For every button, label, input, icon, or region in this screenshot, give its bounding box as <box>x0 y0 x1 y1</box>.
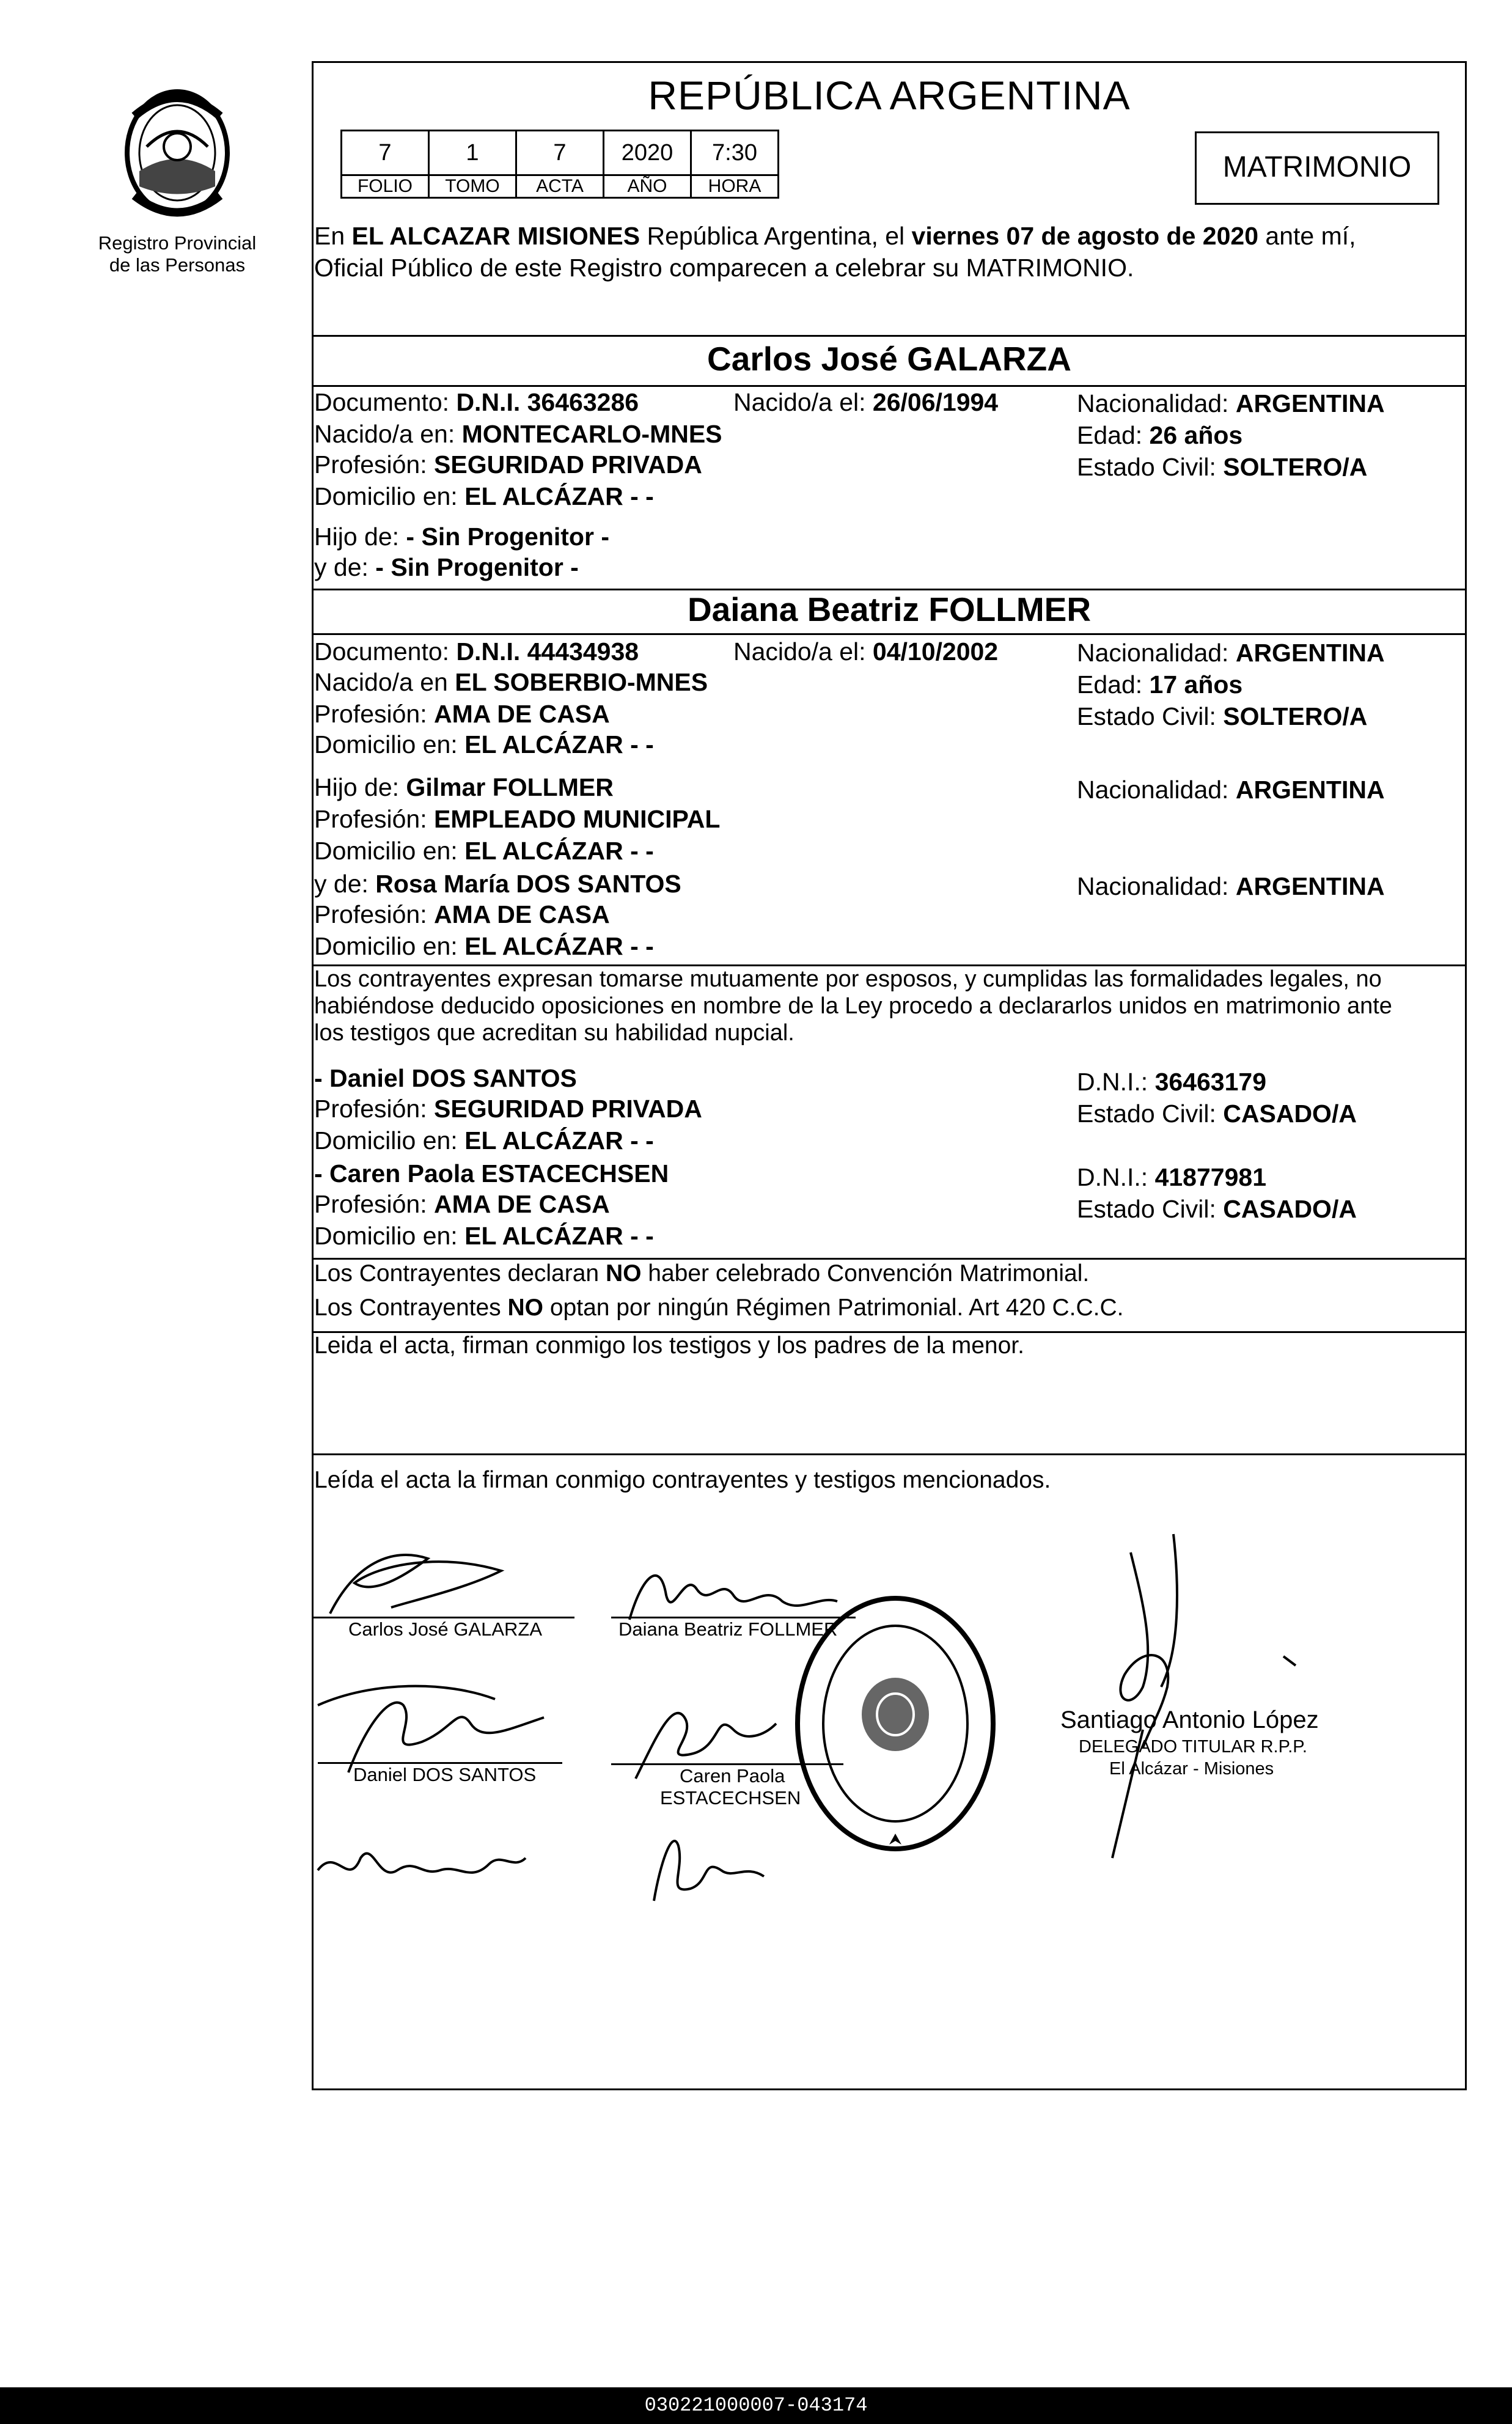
bride-father: Hijo de: Gilmar FOLLMER <box>314 773 614 801</box>
divider <box>312 1453 1467 1455</box>
page-title: REPÚBLICA ARGENTINA <box>648 73 1131 118</box>
witness-1-profession: Profesión: SEGURIDAD PRIVADA <box>314 1095 702 1123</box>
bride-age: Edad: 17 años <box>1077 670 1243 699</box>
bride-father-nationality: Nacionalidad: ARGENTINA <box>1077 776 1385 804</box>
groom-age: Edad: 26 años <box>1077 421 1243 449</box>
father-signature-scribble <box>629 1821 788 1907</box>
bride-mother-profession: Profesión: AMA DE CASA <box>314 900 610 928</box>
groom-nationality: Nacionalidad: ARGENTINA <box>1077 389 1385 417</box>
declaration-line-2: habiéndose deducido oposiciones en nombre de la Ley procedo a declararlos unidos en matrimonio ante <box>314 993 1392 1019</box>
acta-label: ACTA <box>516 175 604 198</box>
bride-birthplace: Nacido/a en EL SOBERBIO-MNES <box>314 668 708 696</box>
mother-signature-scribble <box>312 1834 532 1901</box>
divider <box>312 335 1467 337</box>
bride-civil-status: Estado Civil: SOLTERO/A <box>1077 702 1368 730</box>
witness-1-dni: D.N.I.: 36463179 <box>1077 1068 1266 1096</box>
acta-value: 7 <box>516 131 604 175</box>
regime-line-1: Los Contrayentes declaran NO haber celebrado Convención Matrimonial. <box>314 1260 1090 1287</box>
witness-2-profession: Profesión: AMA DE CASA <box>314 1190 610 1218</box>
bride-signature-label: Daiana Beatriz FOLLMER <box>618 1618 838 1640</box>
document-code: 030221000007-043174 <box>0 2387 1512 2424</box>
witness-1-signature-label: Daniel DOS SANTOS <box>353 1764 537 1785</box>
groom-name: Carlos José GALARZA <box>707 340 1071 378</box>
witness-2-name: - Caren Paola ESTACECHSEN <box>314 1159 669 1188</box>
regime-line-2: Los Contrayentes NO optan por ningún Régimen Patrimonial. Art 420 C.C.C. <box>314 1295 1124 1321</box>
bride-mother-domicile: Domicilio en: EL ALCÁZAR - - <box>314 932 654 960</box>
registry-logo-label-2: de las Personas <box>109 254 246 276</box>
record-table <box>340 130 779 199</box>
groom-document: Documento: D.N.I. 36463286 <box>314 388 639 416</box>
witness-1-name: - Daniel DOS SANTOS <box>314 1064 577 1092</box>
witness-2-signature-label-2: ESTACECHSEN <box>660 1787 801 1809</box>
official-signature-scribble <box>1088 1528 1308 1870</box>
divider <box>312 633 1467 635</box>
registry-stamp <box>791 1592 999 1855</box>
bride-nationality: Nacionalidad: ARGENTINA <box>1077 639 1385 667</box>
note-parents: Leida el acta, firman conmigo los testigos y los padres de la menor. <box>314 1332 1024 1359</box>
witness-2-domicile: Domicilio en: EL ALCÁZAR - - <box>314 1222 654 1250</box>
groom-birthdate: Nacido/a el: 26/06/1994 <box>733 388 999 416</box>
groom-domicile: Domicilio en: EL ALCÁZAR - - <box>314 482 654 510</box>
witness-2-dni: D.N.I.: 41877981 <box>1077 1163 1266 1191</box>
witness-2-civil-status: Estado Civil: CASADO/A <box>1077 1195 1357 1223</box>
witness-2-signature-label-1: Caren Paola <box>680 1765 785 1787</box>
groom-civil-status: Estado Civil: SOLTERO/A <box>1077 453 1368 481</box>
folio-label: FOLIO <box>342 175 429 198</box>
bride-domicile: Domicilio en: EL ALCÁZAR - - <box>314 730 654 758</box>
hora-label: HORA <box>691 175 779 198</box>
witness-1-civil-status: Estado Civil: CASADO/A <box>1077 1100 1357 1128</box>
groom-mother: y de: - Sin Progenitor - <box>314 553 579 581</box>
official-place: El Alcázar - Misiones <box>1109 1759 1274 1779</box>
official-name: Santiago Antonio López <box>1060 1706 1319 1733</box>
tomo-label: TOMO <box>429 175 516 198</box>
folio-value: 7 <box>342 131 429 175</box>
groom-father: Hijo de: - Sin Progenitor - <box>314 523 609 551</box>
bride-mother-nationality: Nacionalidad: ARGENTINA <box>1077 872 1385 900</box>
tomo-value: 1 <box>429 131 516 175</box>
province-emblem-icon <box>110 79 244 232</box>
bride-father-profession: Profesión: EMPLEADO MUNICIPAL <box>314 805 721 833</box>
bride-profession: Profesión: AMA DE CASA <box>314 700 610 728</box>
act-type-box: MATRIMONIO <box>1195 131 1439 205</box>
declaration-line-3: los testigos que acreditan su habilidad nupcial. <box>314 1020 795 1046</box>
bride-mother: y de: Rosa María DOS SANTOS <box>314 870 681 898</box>
ano-value: 2020 <box>604 131 691 175</box>
declaration-line-1: Los contrayentes expresan tomarse mutuamente por esposos, y cumplidas las formalidades legales, no <box>314 966 1382 992</box>
bride-document: Documento: D.N.I. 44434938 <box>314 637 639 666</box>
intro-line-2: Oficial Público de este Registro comparecen a celebrar su MATRIMONIO. <box>314 254 1134 282</box>
bride-father-domicile: Domicilio en: EL ALCÁZAR - - <box>314 837 654 865</box>
official-stamp-icon <box>791 1592 999 1855</box>
bride-birthdate: Nacido/a el: 04/10/2002 <box>733 637 999 666</box>
official-role: DELEGADO TITULAR R.P.P. <box>1079 1737 1307 1757</box>
groom-signature-label: Carlos José GALARZA <box>348 1618 542 1640</box>
intro-line-1: En EL ALCAZAR MISIONES República Argentina, el viernes 07 de agosto de 2020 ante mí, <box>314 222 1356 250</box>
registry-logo <box>86 79 269 276</box>
groom-profession: Profesión: SEGURIDAD PRIVADA <box>314 450 702 479</box>
witness-1-domicile: Domicilio en: EL ALCÁZAR - - <box>314 1126 654 1155</box>
registry-logo-label-1: Registro Provincial <box>98 232 257 254</box>
bride-name: Daiana Beatriz FOLLMER <box>687 590 1092 628</box>
note-signatures: Leída el acta la firman conmigo contrayentes y testigos mencionados. <box>314 1467 1051 1493</box>
groom-birthplace: Nacido/a en: MONTECARLO-MNES <box>314 420 722 448</box>
hora-value: 7:30 <box>691 131 779 175</box>
ano-label: AÑO <box>604 175 691 198</box>
